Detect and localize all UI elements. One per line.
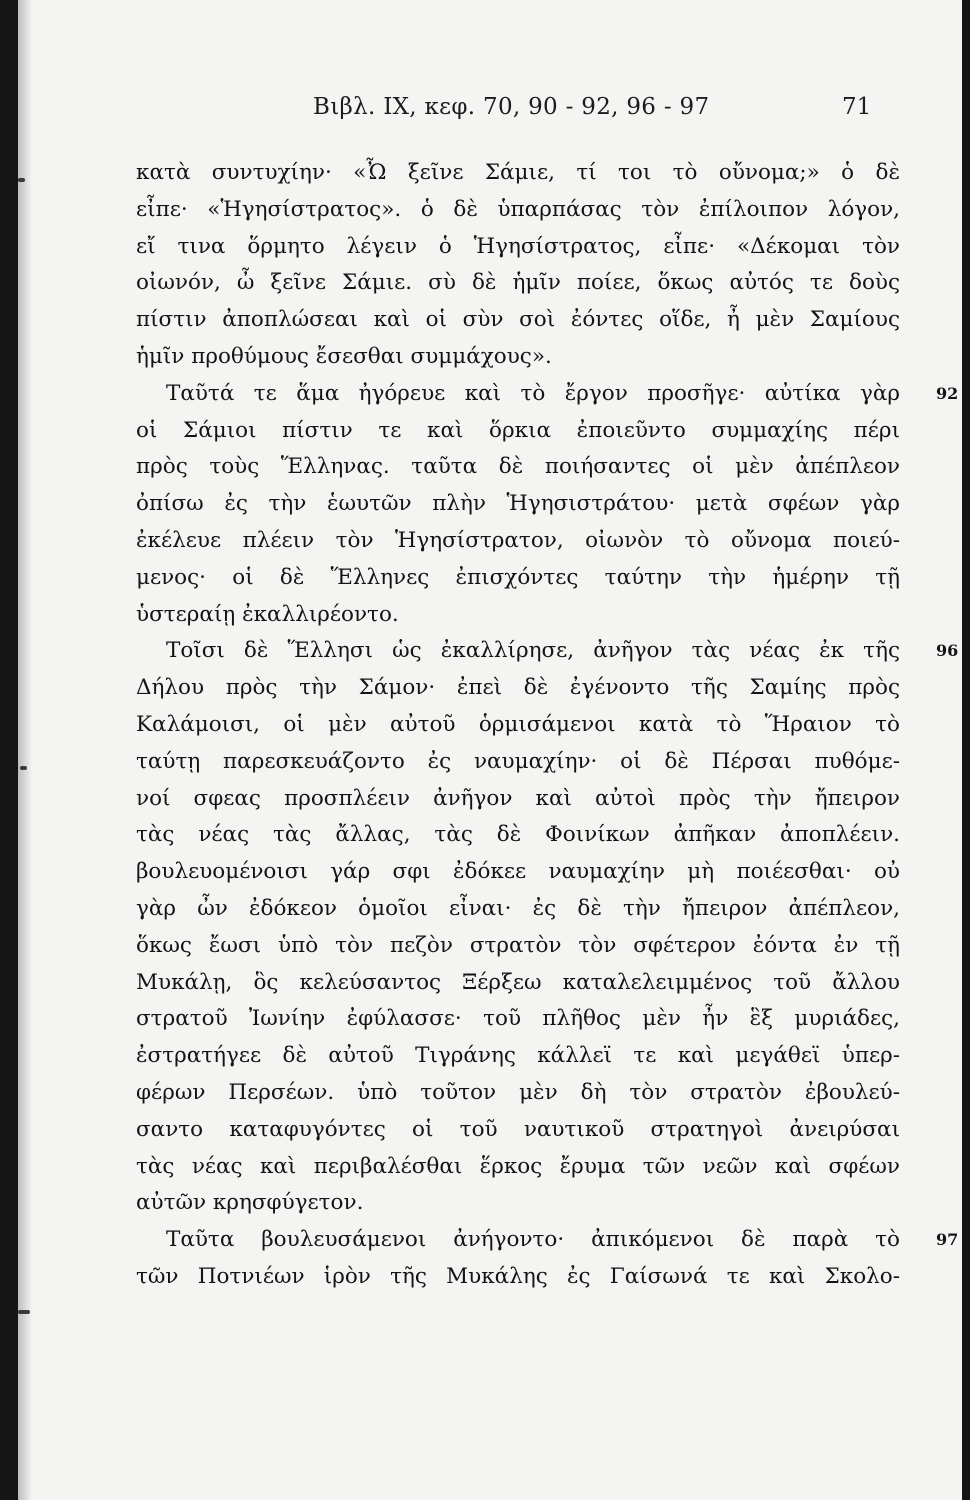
text-line-content: οἰωνόν, ὦ ξεῖνε Σάμιε. σὺ δὲ ἡμῖν ποίεε, ὅκως αὐτός τε δοὺς [136, 270, 900, 296]
text-line-content: ταύτῃ παρεσκευάζοντο ἐς ναυμαχίην· οἱ δὲ Πέρσαι πυθόμε- [136, 748, 900, 774]
text-line [136, 229, 900, 266]
text-line [136, 1222, 959, 1259]
text-line-content: ὀπίσω ἐς τὴν ἑωυτῶν πλὴν Ἡγησιστράτου· μετὰ σφέων γὰρ [136, 491, 900, 517]
text-line [136, 781, 900, 818]
text-line-content: Καλάμοισι, οἱ μὲν αὐτοῦ ὁρμισάμενοι κατὰ τὸ Ἥραιον τὸ [136, 711, 900, 737]
page-number: 71 [842, 94, 872, 120]
text-line-content: Ταῦτα βουλευσάμενοι ἀνήγοντο· ἀπικόμενοι δὲ παρὰ τὸ [166, 1227, 900, 1253]
text-line-content: γὰρ ὦν ἐδόκεον ὁμοῖοι εἶναι· ἐς δὲ τὴν ἤπειρον ἀπέπλεον, [136, 895, 900, 921]
text-line [136, 1001, 900, 1038]
text-line [136, 1149, 900, 1186]
text-line [136, 670, 900, 707]
ink-speck [18, 178, 25, 182]
text-line [136, 302, 900, 339]
text-line [136, 449, 900, 486]
text-line [136, 376, 959, 413]
text-line-content: μενος· οἱ δὲ Ἕλληνες ἐπισχόντες ταύτην τὴν ἡμέρην τῇ [136, 564, 900, 590]
text-line [136, 560, 900, 597]
text-line [136, 413, 900, 450]
text-line-content: ἡμῖν προθύμους ἔσεσθαι συμμάχους». [136, 343, 552, 369]
ink-speck [20, 766, 27, 770]
text-line-content: φέρων Περσέων. ὑπὸ τοῦτον μὲν δὴ τὸν στρατὸν ἐβουλεύ- [136, 1079, 900, 1105]
text-line [136, 1112, 900, 1149]
text-line-content: τὰς νέας τὰς ἄλλας, τὰς δὲ Φοινίκων ἀπῆκαν ἀποπλέειν. [136, 822, 900, 848]
text-line-content: Μυκάλῃ, ὃς κελεύσαντος Ξέρξεω καταλελειμμένος τοῦ ἄλλου [136, 969, 900, 995]
text-line [136, 1259, 900, 1296]
text-line-content: ἐστρατήγεε δὲ αὐτοῦ Τιγράνης κάλλεϊ τε καὶ μεγάθεϊ ὑπερ- [136, 1043, 900, 1069]
text-line [136, 339, 900, 376]
text-line-content: Δήλου πρὸς τὴν Σάμον· ἐπεὶ δὲ ἐγένοντο τῆς Σαμίης πρὸς [136, 675, 900, 701]
text-line [136, 891, 900, 928]
text-line [136, 1038, 900, 1075]
text-line [136, 744, 900, 781]
text-line-content: τὰς νέας καὶ περιβαλέσθαι ἕρκος ἔρυμα τῶν νεῶν καὶ σφέων [136, 1153, 900, 1179]
book-page [18, 0, 962, 1500]
text-line [136, 854, 900, 891]
text-line-content: πίστιν ἀποπλώσεαι καὶ οἱ σὺν σοὶ ἐόντες οἵδε, ἦ μὲν Σαμίους [136, 307, 900, 333]
text-line [136, 192, 900, 229]
text-line-content: βουλευομένοισι γάρ σφι ἐδόκεε ναυμαχίην μὴ ποιέεσθαι· οὐ [136, 859, 900, 885]
text-line-content: πρὸς τοὺς Ἕλληνας. ταῦτα δὲ ποιήσαντες οἱ μὲν ἀπέπλεον [136, 454, 900, 480]
text-line [136, 928, 900, 965]
chapter-margin-number: 97 [936, 1230, 959, 1250]
text-line [136, 486, 900, 523]
text-line [136, 523, 900, 560]
text-line [136, 597, 900, 634]
text-line-content: αὐτῶν κρησφύγετον. [136, 1190, 364, 1216]
text-line-content: νοί σφεας προσπλέειν ἀνῆγον καὶ αὐτοὶ πρὸς τὴν ἤπειρον [136, 785, 900, 811]
ink-speck [18, 1310, 30, 1314]
text-line [136, 817, 900, 854]
text-line-content: κατὰ συντυχίην· «Ὦ ξεῖνε Σάμιε, τί τοι τὸ οὔνομα;» ὁ δὲ [136, 160, 900, 185]
text-line [136, 1075, 900, 1112]
text-line-content: στρατοῦ Ἰωνίην ἐφύλασσε· τοῦ πλῆθος μὲν ἦν ἓξ μυριάδες, [136, 1006, 900, 1032]
text-line-content: οἱ Σάμιοι πίστιν τε καὶ ὅρκια ἐποιεῦντο συμμαχίης πέρι [136, 417, 900, 443]
text-line-content: Ταῦτά τε ἅμα ἠγόρευε καὶ τὸ ἔργον προσῆγε· αὐτίκα γὰρ [166, 380, 900, 406]
text-line [136, 265, 900, 302]
text-line [136, 965, 900, 1002]
chapter-margin-number: 96 [936, 641, 959, 661]
text-line [136, 1185, 900, 1222]
text-line-content: ὅκως ἔωσι ὑπὸ τὸν πεζὸν στρατὸν τὸν σφέτερον ἐόντα ἐν τῇ [136, 932, 900, 958]
text-line [136, 155, 900, 192]
text-line-content: Τοῖσι δὲ Ἕλλησι ὡς ἐκαλλίρησε, ἀνῆγον τὰς νέας ἐκ τῆς [166, 638, 900, 664]
text-line-content: εἶπε· «Ἡγησίστρατος». ὁ δὲ ὑπαρπάσας τὸν ἐπίλοιπον λόγον, [136, 196, 900, 222]
chapter-margin-number: 92 [936, 383, 959, 403]
text-line-content: τῶν Ποτνιέων ἱρὸν τῆς Μυκάλης ἐς Γαίσωνά τε καὶ Σκολο- [136, 1263, 900, 1289]
text-line [136, 707, 900, 744]
text-line [136, 633, 959, 670]
page-header [18, 94, 962, 134]
body-text [136, 155, 959, 1296]
running-title: Βιβλ. ΙΧ, κεφ. 70, 90 - 92, 96 - 97 [313, 94, 710, 120]
text-line-content: σαντο καταφυγόντες οἱ τοῦ ναυτικοῦ στρατηγοὶ ἀνειρύσαι [136, 1116, 900, 1142]
text-line-content: ἐκέλευε πλέειν τὸν Ἡγησίστρατον, οἰωνὸν τὸ οὔνομα ποιεύ- [136, 527, 900, 553]
text-line-content: εἴ τινα ὅρμητο λέγειν ὁ Ἡγησίστρατος, εἶπε· «Δέκομαι τὸν [136, 233, 900, 259]
text-line-content: ὑστεραίῃ ἐκαλλιρέοντο. [136, 601, 399, 627]
